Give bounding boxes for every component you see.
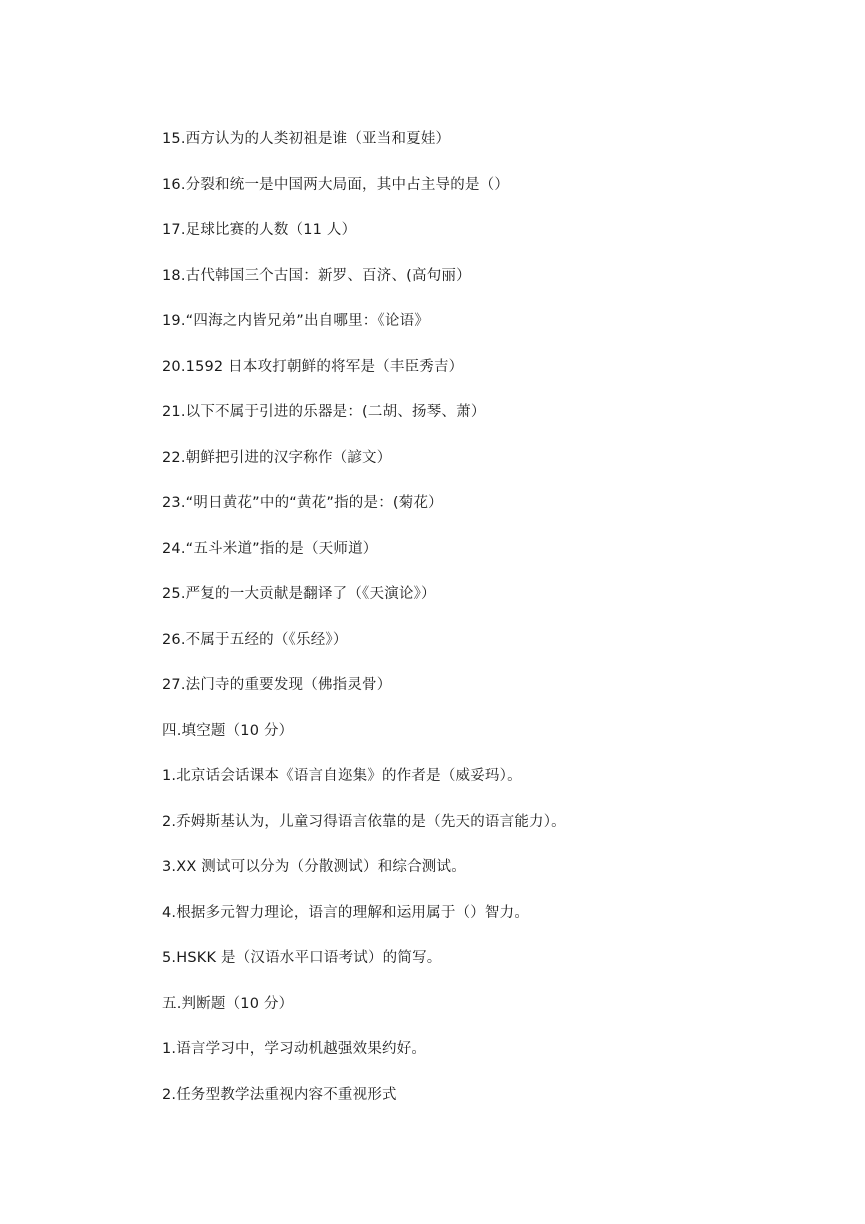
fill-in-line-1: 1.北京话会话课本《语言自迩集》的作者是（威妥玛）。: [162, 768, 522, 784]
question-line-17: 17.足球比赛的人数（11 人）: [162, 222, 357, 238]
question-line-21: 21.以下不属于引进的乐器是：(二胡、扬琴、萧）: [162, 404, 486, 420]
question-line-20: 20.1592 日本攻打朝鲜的将军是（丰臣秀吉）: [162, 358, 464, 375]
fill-in-line-2: 2.乔姆斯基认为，儿童习得语言依靠的是（先天的语言能力）。: [162, 813, 566, 830]
question-line-16: 16.分裂和统一是中国两大局面，其中占主导的是（）: [162, 176, 510, 193]
question-line-18: 18.古代韩国三个古国：新罗、百济、(高句丽）: [162, 267, 471, 284]
section-heading-fill-in: 四.填空题（10 分）: [162, 722, 294, 739]
question-line-27: 27.法门寺的重要发现（佛指灵骨）: [162, 677, 392, 693]
true-false-line-1: 1.语言学习中，学习动机越强效果约好。: [162, 1041, 427, 1057]
section-heading-true-false: 五.判断题（10 分）: [162, 995, 294, 1012]
question-line-25: 25.严复的一大贡献是翻译了（《天演论》）: [162, 586, 436, 602]
true-false-line-2: 2.任务型教学法重视内容不重视形式: [162, 1086, 397, 1103]
question-line-22: 22.朝鲜把引进的汉字称作（諺文）: [162, 449, 392, 466]
question-line-24: 24.“五斗米道”指的是（天师道）: [162, 540, 378, 557]
fill-in-line-5: 5.HSKK 是（汉语水平口语考试）的简写。: [162, 950, 442, 966]
question-line-15: 15.西方认为的人类初祖是谁（亚当和夏娃）: [162, 131, 451, 147]
fill-in-line-4: 4.根据多元智力理论，语言的理解和运用属于（）智力。: [162, 904, 530, 921]
fill-in-line-3: 3.XX 测试可以分为（分散测试）和综合测试。: [162, 859, 466, 875]
document-lines: [162, 126, 802, 1127]
question-line-23: 23.“明日黄花”中的“黄花”指的是：(菊花）: [162, 495, 443, 511]
question-line-19: 19.“四海之内皆兄弟”出自哪里：《论语》: [162, 313, 430, 329]
question-line-26: 26.不属于五经的（《乐经》）: [162, 631, 348, 648]
